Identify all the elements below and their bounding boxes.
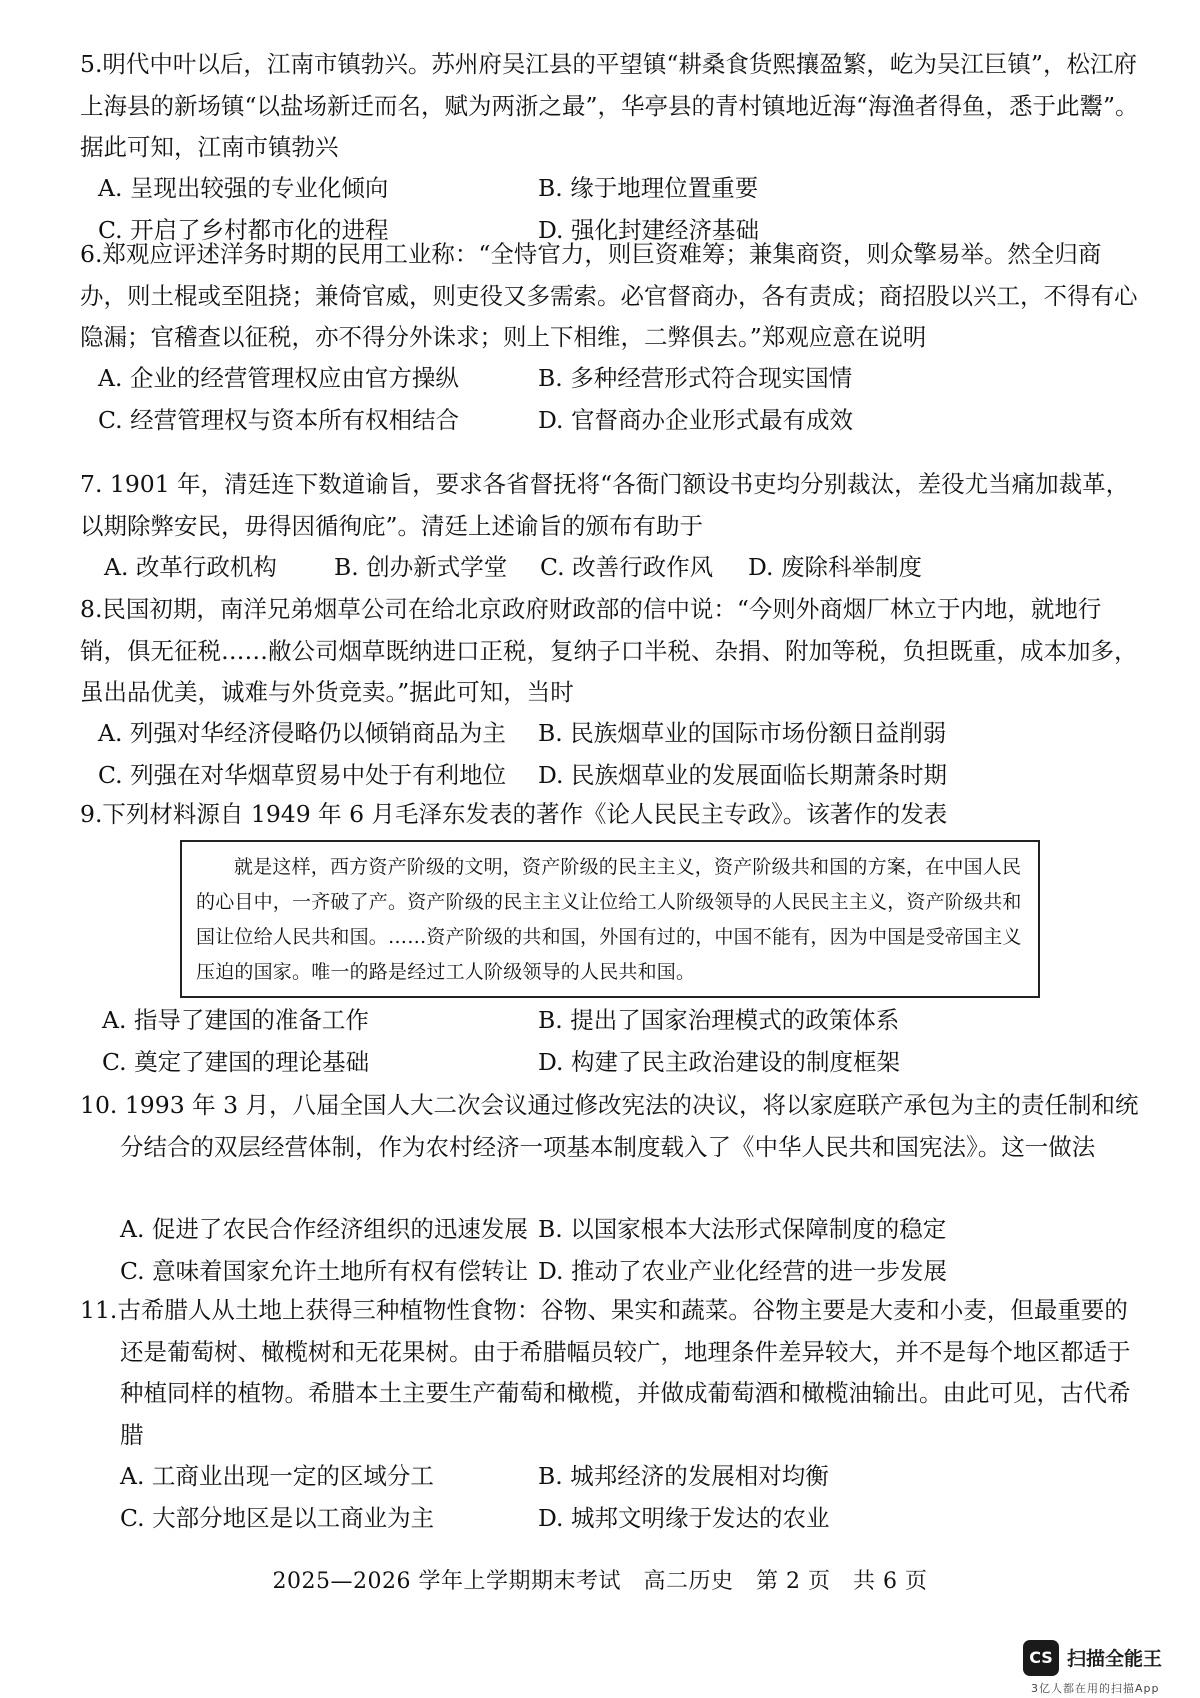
options <box>80 547 1140 589</box>
option-b: B. 民族烟草业的国际市场份额日益削弱 <box>538 719 947 747</box>
option-c: C. 列强在对华烟草贸易中处于有利地位 <box>98 760 507 789</box>
option-d: D. 民族烟草业的发展面临长期萧条时期 <box>538 760 947 789</box>
option-a: A. 指导了建国的准备工作 <box>102 1006 369 1034</box>
question-stem: 6.郑观应评述洋务时期的民用工业称：“全恃官力，则巨资难筹；兼集商资，则众擎易举。然全归商办，则土棍或至阻挠；兼倚官威，则吏役又多需索。必官督商办，各有责成；商招股以兴工，不得有心隐漏；官稽查以征税，亦不得分外诛求；则上下相维，二弊俱去。”郑观应意在说明 <box>80 240 1138 351</box>
camscanner-logo-icon: CS <box>1023 1640 1059 1676</box>
option-d: D. 废除科举制度 <box>748 553 922 581</box>
option-b: B. 多种经营形式符合现实国情 <box>538 364 853 392</box>
option-d: D. 强化封建经济基础 <box>538 215 759 244</box>
option-b: B. 缘于地理位置重要 <box>538 174 759 202</box>
option-d: D. 城邦文明缘于发达的农业 <box>538 1503 830 1532</box>
question-stem: 7. 1901 年，清廷连下数道谕旨，要求各省督抚将“各衙门额设书吏均分别裁汰，差役尤当痛加裁革，以期除弊安民，毋得因循徇庇”。清廷上述谕旨的颁布有助于 <box>80 470 1130 540</box>
question-8 <box>80 589 1140 789</box>
question-11 <box>80 1290 1140 1532</box>
options <box>80 1000 1140 1083</box>
question-stem: 9.下列材料源自 1949 年 6 月毛泽东发表的著作《论人民民主专政》。该著作的发表 <box>80 800 948 828</box>
option-d: D. 推动了农业产业化经营的进一步发展 <box>538 1256 947 1285</box>
question-7 <box>80 464 1140 581</box>
options <box>80 713 1140 796</box>
question-stem: 11.古希腊人从土地上获得三种植物性食物：谷物、果实和蔬菜。谷物主要是大麦和小麦，但最重要的还是葡萄树、橄榄树和无花果树。由于希腊幅员较广，地理条件差异较大，并不是每个地区都适于种植同样的植物。希腊本土主要生产葡萄和橄榄，并做成葡萄酒和橄榄油输出。由此可见，古代希腊 <box>80 1296 1131 1449</box>
option-b: B. 以国家根本大法形式保障制度的稳定 <box>538 1215 947 1243</box>
option-b: B. 提出了国家治理模式的政策体系 <box>538 1006 900 1034</box>
option-c: C. 开启了乡村都市化的进程 <box>98 215 389 244</box>
options <box>80 1456 1140 1539</box>
options <box>80 1209 1140 1292</box>
question-stem: 10. 1993 年 3 月，八届全国人大二次会议通过修改宪法的决议，将以家庭联产承包为主的责任制和统分结合的双层经营体制，作为农村经济一项基本制度载入了《中华人民共和国宪法》。这一做法 <box>80 1091 1139 1161</box>
option-c: C. 奠定了建国的理论基础 <box>102 1047 370 1076</box>
option-a: A. 列强对华经济侵略仍以倾销商品为主 <box>98 719 506 747</box>
option-c: C. 改善行政作风 <box>540 553 714 581</box>
quoted-material-box: 就是这样，西方资产阶级的文明，资产阶级的民主主义，资产阶级共和国的方案，在中国人民的心目中，一齐破了产。资产阶级的民主主义让位给工人阶级领导的人民民主主义，资产阶级共和国让位给人民共和国。……资产阶级的共和国，外国有过的，中国不能有，因为中国是受帝国主义压迫的国家。唯一的路是经过工人阶级领导的人民共和国。 <box>180 840 1040 998</box>
options <box>80 358 1140 441</box>
question-6 <box>80 234 1140 434</box>
option-d: D. 构建了民主政治建设的制度框架 <box>538 1047 900 1076</box>
question-10 <box>80 1085 1140 1285</box>
option-c: C. 意味着国家允许土地所有权有偿转让 <box>120 1256 529 1285</box>
option-a: A. 呈现出较强的专业化倾向 <box>98 174 389 202</box>
option-a: A. 企业的经营管理权应由官方操纵 <box>98 364 459 392</box>
watermark-subtitle: 3亿人都在用的扫描App <box>1031 1682 1160 1695</box>
option-b: B. 城邦经济的发展相对均衡 <box>538 1462 829 1490</box>
question-5 <box>80 44 1140 244</box>
question-stem: 8.民国初期，南洋兄弟烟草公司在给北京政府财政部的信中说：“今则外商烟厂林立于内地，就地行销，俱无征税……敝公司烟草既纳进口正税，复纳子口半税、杂捐、附加等税，负担既重，成本加多，虽出品优美，诚难与外货竞卖。”据此可知，当时 <box>80 595 1138 706</box>
option-c: C. 大部分地区是以工商业为主 <box>120 1503 435 1532</box>
option-b: B. 创办新式学堂 <box>334 553 508 581</box>
page-footer: 2025—2026 学年上学期期末考试 高二历史 第 2 页 共 6 页 <box>272 1569 928 1594</box>
option-a: A. 促进了农民合作经济组织的迅速发展 <box>120 1215 528 1243</box>
watermark-title: 扫描全能王 <box>1067 1648 1163 1670</box>
option-a: A. 改革行政机构 <box>104 553 277 581</box>
scanner-watermark <box>1023 1640 1178 1695</box>
option-d: D. 官督商办企业形式最有成效 <box>538 405 853 434</box>
option-c: C. 经营管理权与资本所有权相结合 <box>98 405 460 434</box>
option-a: A. 工商业出现一定的区域分工 <box>120 1462 434 1490</box>
question-stem: 5.明代中叶以后，江南市镇勃兴。苏州府吴江县的平望镇“耕桑食货熙攘盈繁，屹为吴江巨镇”，松江府上海县的新场镇“以盐场新迁而名，赋为两浙之最”，华亭县的青村镇地近海“海渔者得鱼，悉于此鬻”。据此可知，江南市镇勃兴 <box>80 50 1139 161</box>
